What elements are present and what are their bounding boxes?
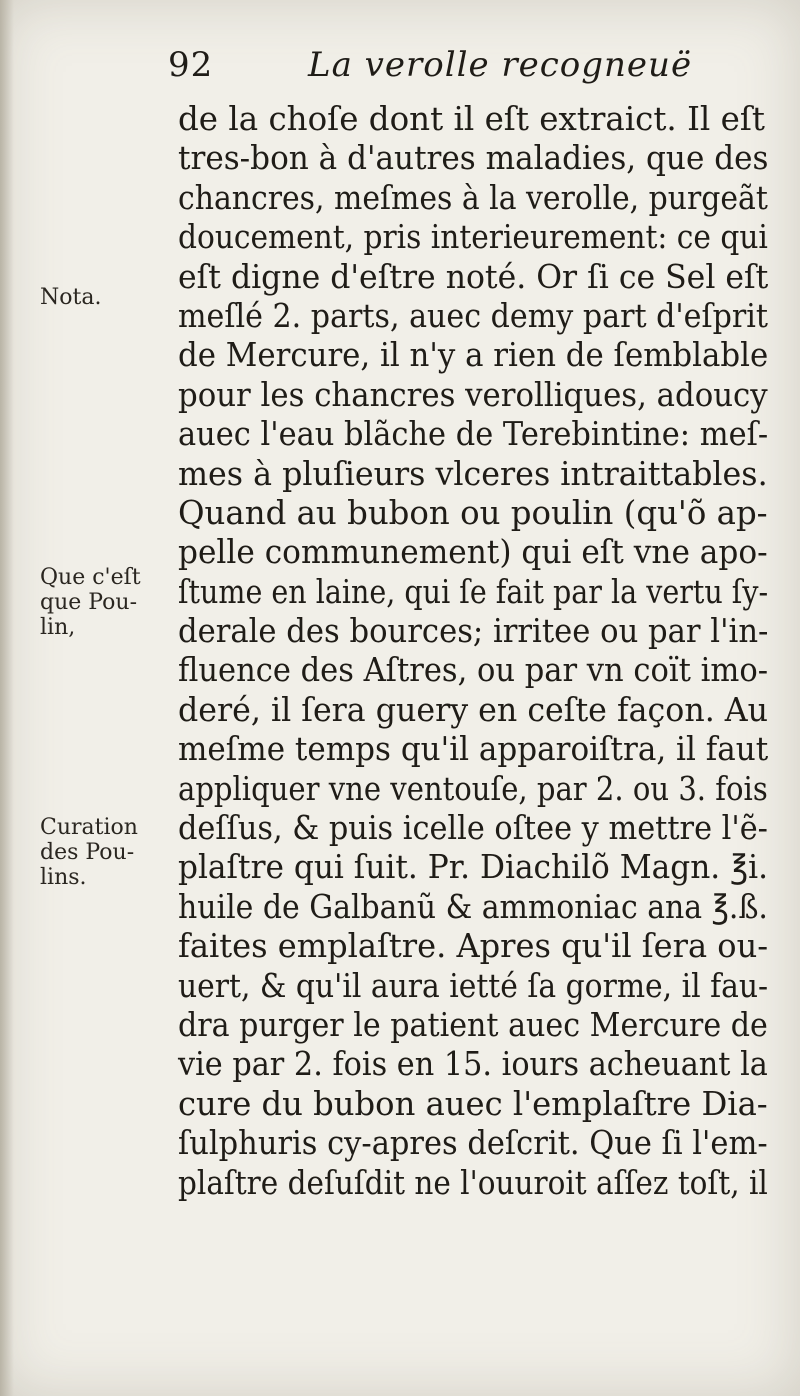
text-line: plaſtre deſuſdit ne l'ouuroit aſſez toſt, il (178, 1163, 768, 1202)
margin-note-poulin (40, 565, 141, 640)
text-line: derale des bources; irritee ou par l'in- (178, 612, 769, 651)
margin-note-nota (40, 285, 101, 310)
text-line: eſt digne d'eſtre noté. Or ſi ce Sel eſt (178, 257, 769, 296)
text-line: plaſtre qui ſuit. Pr. Diachilõ Magn. ℥i. (178, 848, 768, 887)
text-line: Quand au bubon ou poulin (qu'õ ap- (178, 493, 768, 532)
text-line: de la choſe dont il eſt extraict. Il eſt (178, 100, 765, 138)
margin-note-line: Curation (40, 815, 138, 840)
margin-note-line: des Pou- (40, 840, 135, 865)
text-line: dra purger le patient auec Mercure de (178, 1005, 768, 1044)
text-line: uert, & qu'il aura ietté ſa gorme, il fau- (178, 966, 769, 1005)
running-title: La verolle recogneuë (308, 45, 693, 85)
text-line: vie par 2. fois en 15. iours acheuant la (178, 1045, 768, 1084)
margin-note-line: que Pou- (40, 590, 138, 615)
text-line: tres-bon à d'autres maladies, que des (178, 139, 769, 178)
text-line: faites emplaſtre. Apres qu'il ſera ou- (178, 927, 769, 966)
body-text (178, 100, 778, 1203)
text-line: ſulphuris cy-apres deſcrit. Que ſi l'em- (178, 1124, 768, 1163)
margin-note-line: lin, (40, 615, 76, 640)
margin-note-line: Nota. (40, 285, 102, 310)
margin-note-line: Que c'eſt (40, 565, 141, 590)
text-line: chancres, meſmes à la verolle, purgeãt (178, 178, 768, 217)
text-line: fluence des Aſtres, ou par vn coït imo- (178, 651, 769, 690)
text-line: auec l'eau blãche de Terebintine: meſ- (178, 415, 769, 454)
page-number: 92 (168, 45, 214, 85)
text-line: huile de Galbanũ & ammoniac ana ℥.ß. (178, 887, 768, 926)
page-header (168, 45, 692, 85)
text-line: mes à pluſieurs vlceres intraittables. (178, 454, 768, 493)
text-line: meſme temps qu'il apparoiſtra, il faut (178, 730, 769, 769)
text-line: pour les chancres verolliques, adoucy (178, 375, 768, 414)
text-line: de Mercure, il n'y a rien de ſemblable (178, 336, 769, 375)
text-line: meſlé 2. parts, auec demy part d'eſprit (178, 296, 769, 335)
text-line: ſtume en laine, qui ſe fait par la vertu ſy- (178, 572, 769, 611)
text-line: pelle communement) qui eſt vne apo- (178, 533, 768, 572)
margin-note-curation (40, 815, 138, 890)
text-line: cure du bubon auec l'emplaſtre Dia- (178, 1084, 768, 1123)
text-line: deſſus, & puis icelle oſtee y mettre l'ẽ- (178, 809, 768, 848)
text-line: deré, il ſera guery en ceſte façon. Au (178, 690, 769, 729)
gutter-shadow (0, 0, 14, 1396)
margin-note-line: lins. (40, 865, 87, 890)
text-line: doucement, pris interieurement: ce qui (178, 218, 768, 257)
text-line: appliquer vne ventouſe, par 2. ou 3. fois (178, 769, 768, 808)
